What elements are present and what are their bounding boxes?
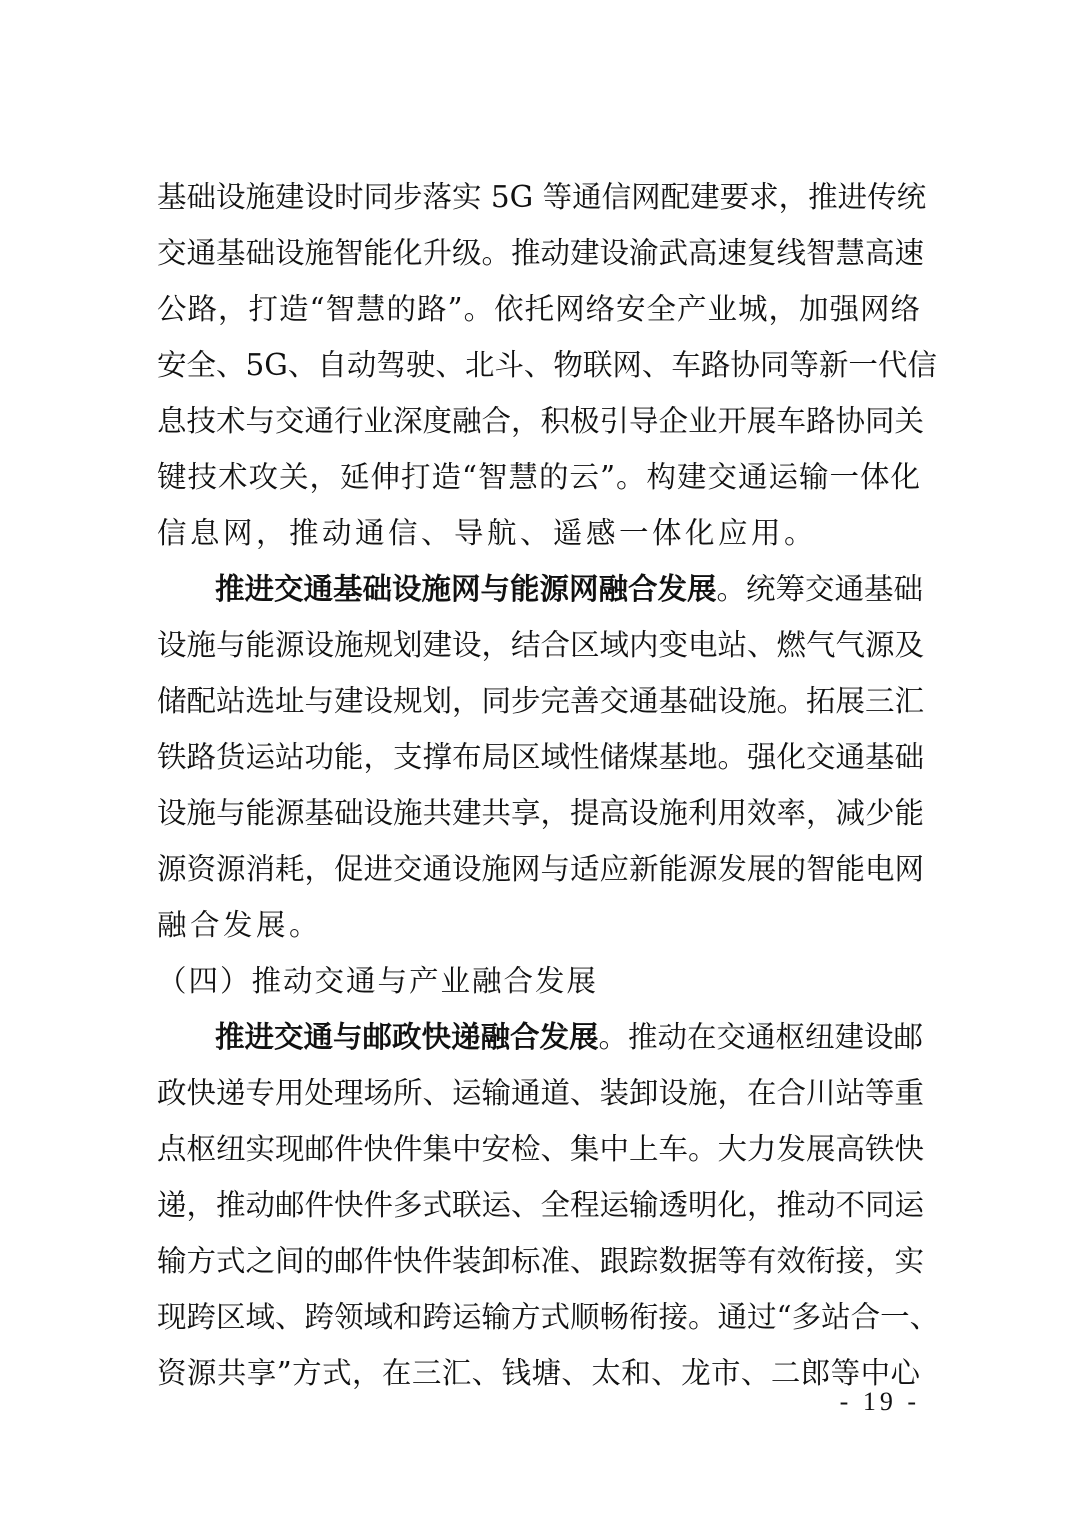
paragraph-1-line-5: 息技术与交通行业深度融合，积极引导企业开展车路协同关 — [157, 404, 925, 438]
paragraph-3-line-5: 输方式之间的邮件快件装卸标准、跟踪数据等有效衔接，实 — [157, 1244, 925, 1278]
paragraph-3-line-2: 政快递专用处理场所、运输通道、装卸设施，在合川站等重 — [157, 1076, 925, 1110]
paragraph-2-line-4: 铁路货运站功能，支撑布局区域性储煤基地。强化交通基础 — [157, 740, 925, 774]
paragraph-2-line-7: 融合发展。 — [157, 908, 323, 942]
paragraph-2-first-line — [215, 565, 924, 613]
paragraph-1-line-4: 安全、5G、自动驾驶、北斗、物联网、车路协同等新一代信 — [157, 348, 937, 382]
paragraph-2-first-rest: 。统筹交通基础 — [716, 572, 924, 606]
paragraph-3-line-4: 递，推动邮件快件多式联运、全程运输透明化，推动不同运 — [157, 1188, 925, 1222]
paragraph-1-line-1: 基础设施建设时同步落实 5G 等通信网配建要求，推进传统 — [157, 180, 927, 214]
paragraph-3-line-6: 现跨区域、跨领域和跨运输方式顺畅衔接。通过“多站合一、 — [157, 1300, 940, 1334]
paragraph-3-line-3: 点枢纽实现邮件快件集中安检、集中上车。大力发展高铁快 — [157, 1132, 925, 1166]
paragraph-1-line-2: 交通基础设施智能化升级。推动建设渝武高速复线智慧高速 — [157, 236, 925, 270]
paragraph-2-line-3: 储配站选址与建设规划，同步完善交通基础设施。拓展三汇 — [157, 684, 925, 718]
paragraph-2-line-2: 设施与能源设施规划建设，结合区域内变电站、燃气气源及 — [157, 628, 925, 662]
section-heading: （四）推动交通与产业融合发展 — [157, 964, 599, 998]
paragraph-2-bold-lead: 推进交通基础设施网与能源网融合发展 — [215, 572, 717, 606]
paragraph-3-line-7: 资源共享”方式，在三汇、钱塘、太和、龙市、二郎等中心 — [157, 1356, 920, 1390]
paragraph-2-line-5: 设施与能源基础设施共建共享，提高设施利用效率，减少能 — [157, 796, 925, 830]
paragraph-3-bold-lead: 推进交通与邮政快递融合发展 — [215, 1020, 599, 1054]
paragraph-3-first-line — [215, 1013, 924, 1061]
paragraph-1-line-6: 键技术攻关，延伸打造“智慧的云”。构建交通运输一体化 — [157, 460, 920, 494]
paragraph-1-line-3: 公路，打造“智慧的路”。依托网络安全产业城，加强网络 — [157, 292, 920, 326]
page-number: - 19 - — [839, 1387, 920, 1416]
paragraph-1-line-7: 信息网，推动通信、导航、遥感一体化应用。 — [157, 516, 818, 550]
paragraph-2-line-6: 源资源消耗，促进交通设施网与适应新能源发展的智能电网 — [157, 852, 925, 886]
paragraph-3-first-rest: 。推动在交通枢纽建设邮 — [598, 1020, 924, 1054]
